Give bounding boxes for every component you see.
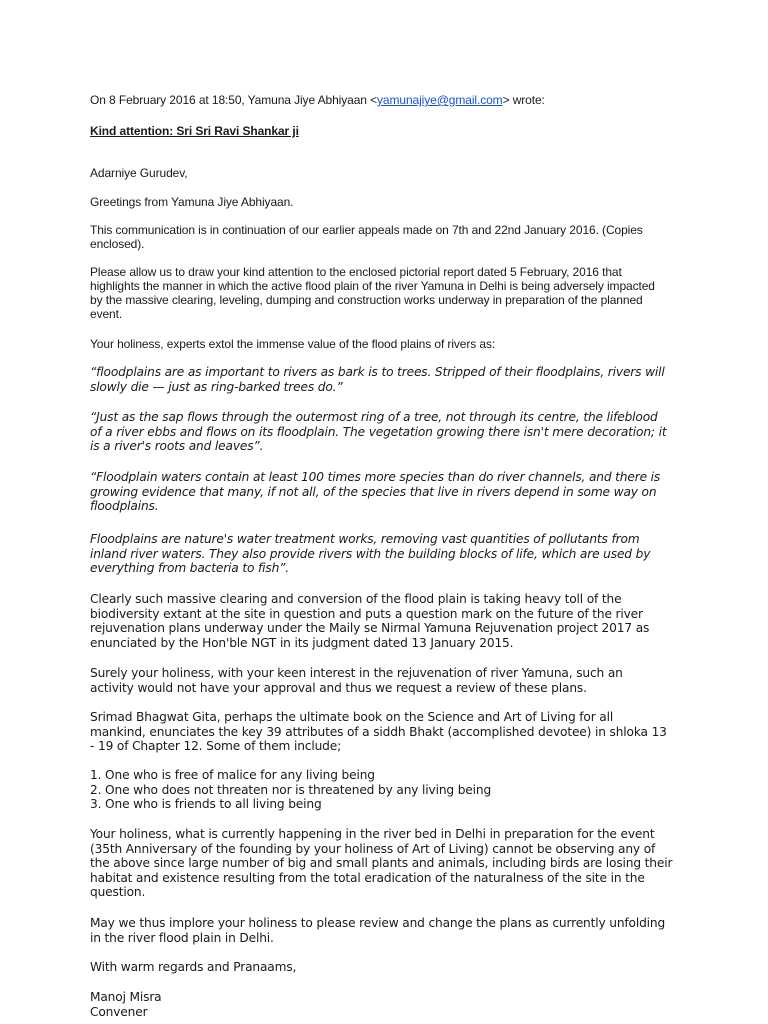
list-item: 3. One who is friends to all living being xyxy=(90,797,322,811)
paragraph-implore xyxy=(90,916,686,945)
quote-line: Floodplains are nature's water treatment works, removing vast quantities of pollutants from xyxy=(90,532,640,546)
quote-line: everything from bacteria to fish”. xyxy=(90,561,290,575)
quote-line: slowly die — just as ring-barked trees do.” xyxy=(90,379,343,394)
list-item: 1. One who is free of malice for any living being xyxy=(90,768,375,782)
text-line: May we thus implore your holiness to please review and change the plans as currently unfolding xyxy=(90,916,666,930)
text-line: Your holiness, what is currently happening in the river bed in Delhi in preparation for the event xyxy=(90,827,655,841)
text-line: question. xyxy=(90,885,146,899)
quote-line: floodplains. xyxy=(90,499,159,513)
quote-line: inland river waters. They also provide rivers with the building blocks of life, which are used by xyxy=(90,546,651,561)
text-line: Surely your holiness, with your keen interest in the rejuvenation of river Yamuna, such an xyxy=(90,666,623,680)
text-line: Please allow us to draw your kind attention to the enclosed pictorial report dated 5 February, 2016 that xyxy=(90,265,622,279)
paragraph-holiness xyxy=(90,827,686,900)
paragraph-experts: Your holiness, experts extol the immense value of the flood plains of rivers as: xyxy=(90,337,496,351)
text-line: enclosed). xyxy=(90,237,145,251)
text-line: (35th Anniversary of the founding by your holiness of Art of Living) cannot be observing any of xyxy=(90,841,656,856)
text-line: in the river flood plain in Delhi. xyxy=(90,930,274,945)
text-line: highlights the manner in which the active flood plain of the river Yamuna in Delhi is being adversely impacted xyxy=(90,279,655,293)
quote-line: growing evidence that many, if not all, of the species that live in rivers depend in some way on xyxy=(90,484,657,499)
quote-line: of a river ebbs and flows on its floodplain. The vegetation growing there isn't mere decoration; it xyxy=(90,424,667,439)
text-line: by the massive clearing, leveling, dumping and construction works underway in preparation of the planned xyxy=(90,293,643,307)
quote-sap xyxy=(90,410,686,454)
quote-line: “Floodplain waters contain at least 100 times more species than do river channels, and there is xyxy=(90,470,661,484)
greeting-line: Greetings from Yamuna Jiye Abhiyaan. xyxy=(90,195,294,209)
quote-line: “floodplains are as important to rivers as bark is to trees. Stripped of their floodplains, rivers will xyxy=(90,365,665,379)
paragraph-gita xyxy=(90,710,686,754)
quote-water-treatment xyxy=(90,532,686,576)
text-line: activity would not have your approval and thus we request a review of these plans. xyxy=(90,680,587,695)
paragraph-continuation xyxy=(90,223,686,251)
attention-heading: Kind attention: Sri Sri Ravi Shankar ji xyxy=(90,124,299,138)
email-header-line xyxy=(90,93,686,107)
text-line: Srimad Bhagwat Gita, perhaps the ultimate book on the Science and Art of Living for all xyxy=(90,710,614,724)
text-line: - 19 of Chapter 12. Some of them include; xyxy=(90,739,342,753)
text-line: This communication is in continuation of our earlier appeals made on 7th and 22nd January 2016. (Copies xyxy=(90,223,643,237)
text-line: Clearly such massive clearing and conversion of the flood plain is taking heavy toll of the xyxy=(90,592,622,606)
salutation: Adarniye Gurudev, xyxy=(90,166,188,180)
text-line: mankind, enunciates the key 39 attributes of a siddh Bhakt (accomplished devotee) in shloka 13 xyxy=(90,724,667,739)
paragraph-surely xyxy=(90,666,686,695)
text-line: biodiversity extant at the site in question and puts a question mark on the future of the river xyxy=(90,606,643,621)
sender-email-link[interactable]: yamunajiye@gmail.com xyxy=(377,93,503,107)
quote-line: is a river's roots and leaves”. xyxy=(90,439,264,453)
text-line: habitat and existence resulting from the total eradication of the naturalness of the site in the xyxy=(90,870,645,885)
quote-bark xyxy=(90,365,686,394)
quote-species xyxy=(90,470,686,514)
signature-name: Manoj Misra xyxy=(90,990,162,1004)
text-line: the above since large number of big and small plants and animals, including birds are losing their xyxy=(90,856,673,870)
signature-block xyxy=(90,990,686,1019)
text-line: rejuvenation plans underway under the Maily se Nirmal Yamuna Rejuvenation project 2017 as xyxy=(90,621,650,635)
closing-line: With warm regards and Pranaams, xyxy=(90,960,297,974)
quote-line: “Just as the sap flows through the outermost ring of a tree, not through its centre, the lifeblood xyxy=(90,410,658,424)
paragraph-attention xyxy=(90,265,686,321)
list-item: 2. One who does not threaten nor is threatened by any living being xyxy=(90,782,492,797)
attribute-list xyxy=(90,768,686,812)
text-line: enunciated by the Hon'ble NGT in its judgment dated 13 January 2015. xyxy=(90,635,514,650)
signature-title: Convener xyxy=(90,1004,148,1019)
header-suffix: > wrote: xyxy=(502,93,545,107)
header-prefix: On 8 February 2016 at 18:50, Yamuna Jiye Abhiyaan < xyxy=(90,93,377,107)
text-line: event. xyxy=(90,307,123,321)
paragraph-clearing xyxy=(90,592,686,650)
